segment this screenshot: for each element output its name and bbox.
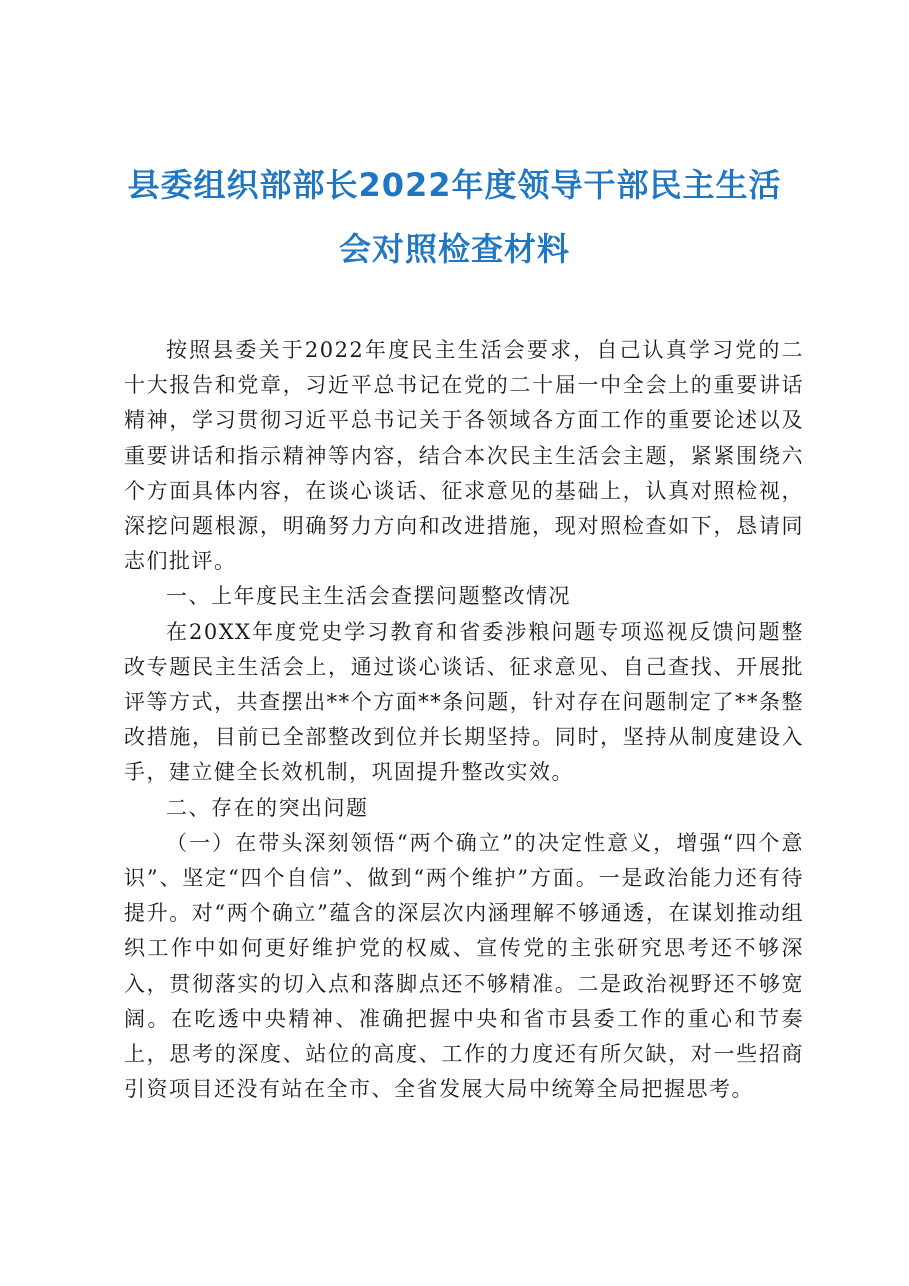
document-title-line-2: 会对照检查材料: [338, 230, 570, 268]
document-title-line-1: 县委组织部部长2022年度领导干部民主生活: [127, 166, 782, 204]
document-body: [124, 333, 804, 1107]
section-heading-1: 一、上年度民主生活会查摆问题整改情况: [166, 584, 571, 609]
section-heading-2: 二、存在的突出问题: [166, 795, 369, 820]
paragraph-problems-1: （一）在带头深刻领悟“两个确立”的决定性意义，增强“四个意识”、坚定“四个自信”、做到“两个维护”方面。一是政治能力还有待提升。对“两个确立”蕴含的深层次内涵理解不够通透，在谋划推动组织工作中如何更好维护党的权威、宣传党的主张研究思考还不够深入，贯彻落实的切入点和落脚点还不够精准。二是政治视野还不够宽阔。在吃透中央精神、准确把握中央和省市县委工作的重心和节奏上，思考的深度、站位的高度、工作的力度还有所欠缺，对一些招商引资项目还没有站在全市、全省发展大局中统筹全局把握思考。: [124, 830, 804, 1102]
paragraph-intro: 按照县委关于2022年度民主生活会要求，自己认真学习党的二十大报告和党章，习近平总书记在党的二十届一中全会上的重要讲话精神，学习贯彻习近平总书记关于各领域各方面工作的重要论述以及重要讲话和指示精神等内容，结合本次民主生活会主题，紧紧围绕六个方面具体内容，在谈心谈话、征求意见的基础上，认真对照检视，深挖问题根源，明确努力方向和改进措施，现对照检查如下，恳请同志们批评。: [124, 338, 804, 574]
paragraph-rectification: 在20XX年度党史学习教育和省委涉粮问题专项巡视反馈问题整改专题民主生活会上，通过谈心谈话、征求意见、自己查找、开展批评等方式，共查摆出**个方面**条问题，针对存在问题制定了**条整改措施，目前已全部整改到位并长期坚持。同时，坚持从制度建设入手，建立健全长效机制，巩固提升整改实效。: [124, 619, 804, 785]
